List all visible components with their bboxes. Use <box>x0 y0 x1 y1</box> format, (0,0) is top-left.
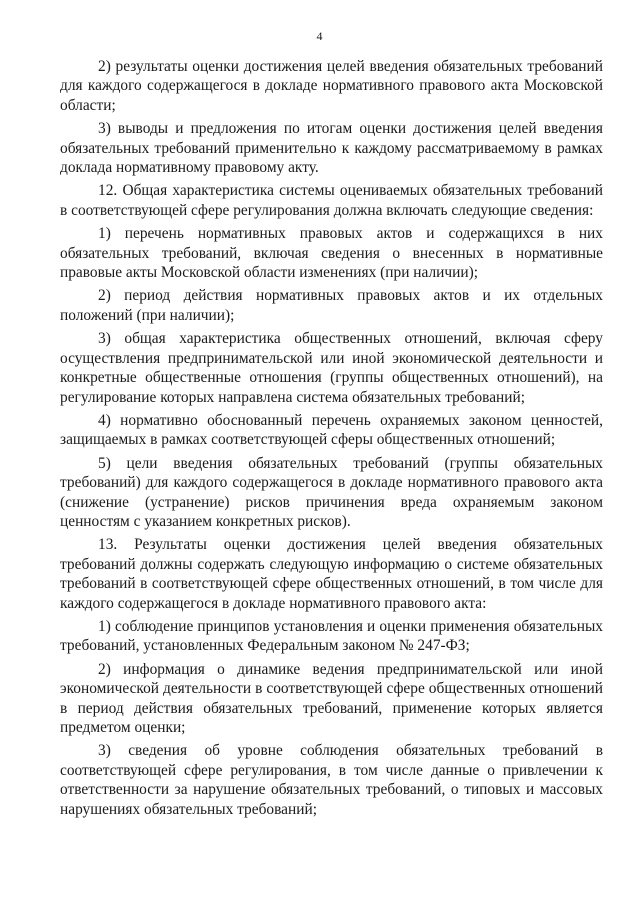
document-body <box>60 57 603 819</box>
paragraph-12-4: 4) нормативно обоснованный перечень охраняемых законом ценностей, защищаемых в рамках соответствующей сферы общественных отношений; <box>60 411 603 449</box>
page-number: 4 <box>316 29 323 43</box>
paragraph-12-2: 2) период действия нормативных правовых актов и их отдельных положений (при наличии); <box>60 287 603 324</box>
paragraph-12-3: 3) общая характеристика общественных отношений, включая сферу осуществления предпринимательской или иной экономической деятельности и конкретные общественные отношения (группы общественных отношений), на регулирование которых направлена система обязательных требований; <box>60 330 603 406</box>
paragraph-12-1: 1) перечень нормативных правовых актов и содержащихся в них обязательных требований, включая сведения о внесенных в нормативные правовые акты Московской области изменениях (при наличии); <box>60 225 603 282</box>
paragraph-12: 12. Общая характеристика системы оцениваемых обязательных требований в соответствующей сфере регулирования должна включать следующие сведения: <box>60 182 603 219</box>
paragraph-12-item-2: 2) результаты оценки достижения целей введения обязательных требований для каждого содержащегося в докладе нормативного правового акта Московской области; <box>60 58 603 114</box>
paragraph-12-5: 5) цели введения обязательных требований (группы обязательных требований) для каждого содержащегося в докладе нормативного правового акта (снижение (устранение) рисков причинения вреда охраняемым законом ценностям с указанием конкретных рисков). <box>60 454 603 530</box>
paragraph-13: 13. Результаты оценки достижения целей введения обязательных требований должны содержать следующую информацию о системе обязательных требований в соответствующей сфере общественных отношений, в том числе для каждого содержащегося в докладе нормативного правового акта: <box>60 536 603 612</box>
paragraph-13-2: 2) информация о динамике ведения предпринимательской или иной экономической деятельности в соответствующей сфере общественных отношений в период действия обязательных требований, применение которых является предметом оценки; <box>60 660 603 736</box>
paragraph-12-item-3: 3) выводы и предложения по итогам оценки достижения целей введения обязательных требований применительно к каждому рассматриваемому в рамках доклада нормативному правовому акту. <box>60 120 603 177</box>
paragraph-13-3: 3) сведения об уровне соблюдения обязательных требований в соответствующей сфере регулирования, в том числе данные о привлечении к ответственности за нарушение обязательных требований, о типовых и массовых нарушениях обязательных требований; <box>60 742 603 818</box>
paragraph-13-1: 1) соблюдение принципов установления и оценки применения обязательных требований, установленных Федеральным законом № 247-ФЗ; <box>60 617 603 655</box>
